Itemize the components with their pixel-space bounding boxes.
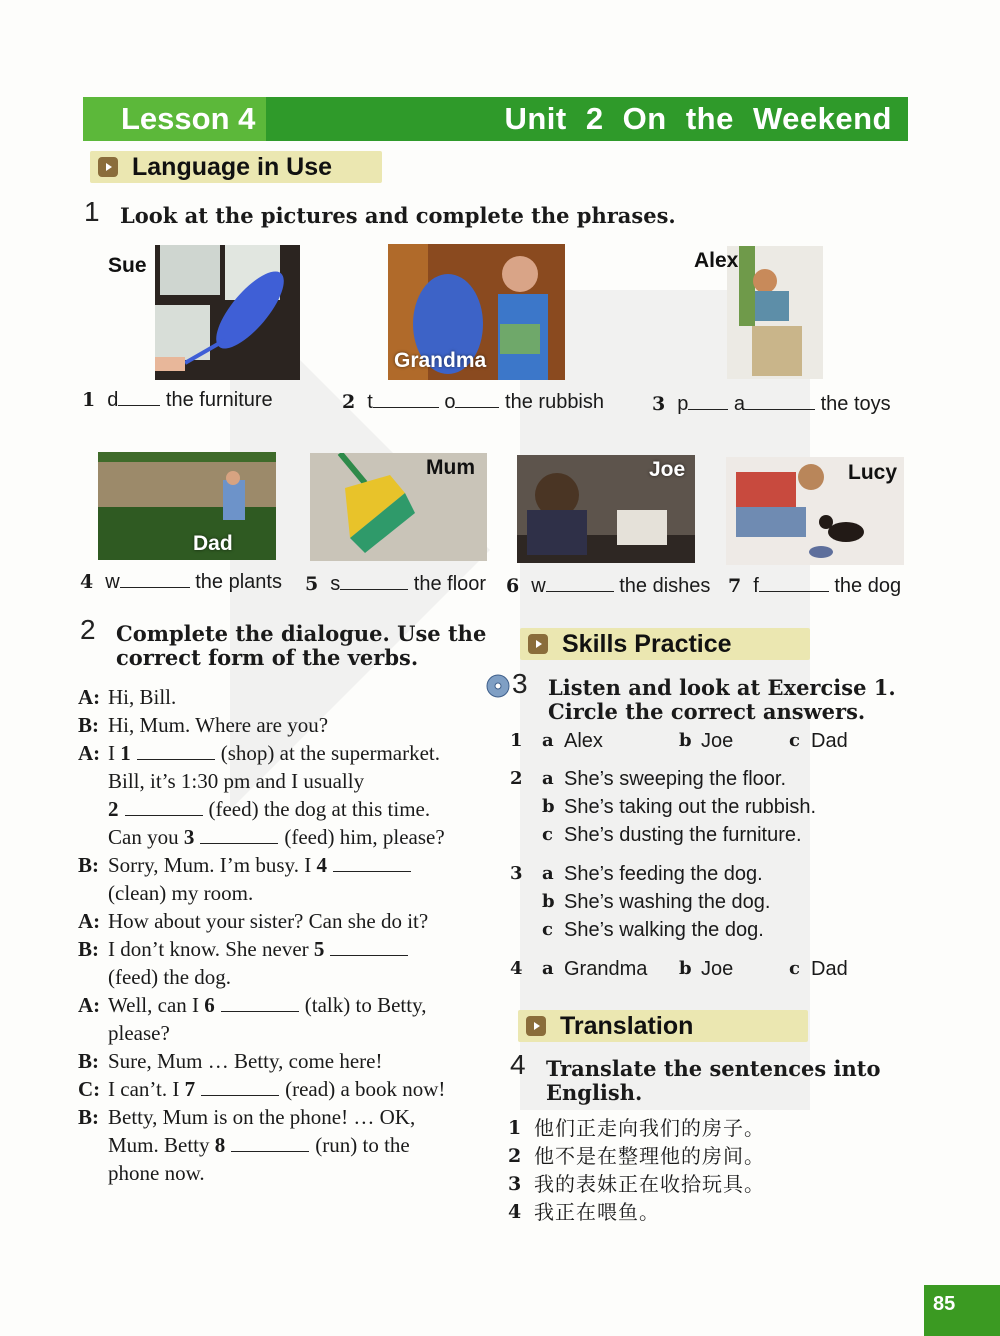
speaker-label: A: (78, 741, 101, 765)
option-letter: b (542, 796, 555, 817)
picture-name-sue: Sue (108, 254, 147, 277)
dialogue-line (78, 795, 498, 823)
dialogue-text (108, 1131, 410, 1159)
dialogue-text-before: How about your sister? Can she do it? (108, 909, 429, 933)
question-number: 4 (510, 958, 523, 979)
option-letter: b (679, 958, 692, 979)
dialogue-line (78, 711, 498, 739)
dialogue-text-before: Sure, Mum … Betty, come here! (108, 1049, 383, 1073)
translation-item (508, 1198, 765, 1226)
play-arrow-icon (528, 634, 548, 654)
picture-name-joe: Joe (649, 458, 686, 481)
picture-name-alex: Alex (694, 249, 739, 272)
dialogue-text-before: Betty, Mum is on the phone! … OK, (108, 1105, 416, 1129)
picture-name-lucy: Lucy (848, 461, 898, 484)
option-letter: b (542, 891, 555, 912)
toys-illustration (727, 246, 823, 379)
phrase-letter: o (444, 391, 456, 413)
option-text: She’s walking the dog. (564, 919, 764, 941)
blank-number: 4 (316, 853, 327, 877)
dialogue-text-before: I can’t. I (108, 1077, 185, 1101)
exercise-instruction: Look at the pictures and complete the phrases. (120, 203, 676, 228)
exercise-3-heading (512, 668, 896, 724)
dialogue-line (78, 1075, 498, 1103)
section-header-skills-practice (520, 628, 810, 660)
dialogue-line (78, 739, 498, 767)
picture-toys (727, 246, 823, 379)
option-letter: a (542, 863, 554, 884)
phrase-number: 5 (305, 573, 319, 595)
dialogue-text (108, 739, 440, 767)
dialogue-line (78, 1103, 498, 1131)
dialogue-text-before: (feed) the dog. (108, 965, 232, 989)
dialogue-text-after: (talk) to Betty, (304, 993, 427, 1017)
option-text: Joe (701, 958, 734, 980)
option-text: She’s feeding the dog. (564, 863, 763, 885)
answer-blank[interactable] (745, 409, 815, 410)
dialogue-line (78, 1047, 498, 1075)
dialogue-text-before: Hi, Bill. (108, 685, 177, 709)
sentence-number: 1 (508, 1117, 522, 1139)
answer-option[interactable] (679, 955, 789, 983)
question-number-spacer (510, 793, 542, 821)
section-title: Translation (560, 1011, 694, 1040)
option-text: Dad (811, 958, 848, 980)
option-text: Grandma (564, 958, 648, 980)
phrase-letter: a (733, 393, 746, 415)
dialogue-text (108, 823, 445, 851)
question-number: 3 (510, 863, 523, 884)
dialogue-text-before: Well, can I (108, 993, 205, 1017)
answer-blank[interactable] (118, 405, 160, 406)
phrase-text: the dishes (619, 575, 711, 597)
answer-option[interactable] (542, 793, 816, 821)
translation-item (508, 1114, 765, 1142)
phrase-text: the dog (834, 575, 902, 597)
lesson-banner (83, 97, 908, 141)
dialogue-text (108, 879, 253, 907)
answer-option[interactable] (679, 727, 789, 755)
dialogue-text (108, 851, 417, 879)
answer-option[interactable] (542, 727, 679, 755)
dialogue-text-before: phone now. (108, 1161, 205, 1185)
phrase-number: 3 (652, 393, 666, 415)
exercise-number: 2 (80, 614, 96, 645)
option-text: Dad (811, 730, 848, 752)
phrase-letter: f (753, 575, 759, 597)
question-number-spacer (510, 916, 542, 944)
dialogue-line (78, 991, 498, 1019)
dialogue-text-before: (clean) my room. (108, 881, 254, 905)
dialogue-text (108, 683, 176, 711)
answer-blank[interactable] (201, 1094, 279, 1096)
dialogue-text-before: I (108, 741, 121, 765)
speaker-label: B: (78, 937, 99, 961)
answer-blank[interactable] (200, 842, 278, 844)
dialogue-line (78, 935, 498, 963)
answer-option[interactable] (542, 888, 770, 916)
speaker-label: A: (78, 993, 101, 1017)
dialogue-text-after: (feed) the dog at this time. (208, 797, 431, 821)
phrase-5 (305, 573, 486, 596)
dialogue-line (78, 823, 498, 851)
chinese-sentence: 他不是在整理他的房间。 (534, 1144, 765, 1168)
option-letter: b (679, 730, 692, 751)
phrase-number: 6 (506, 575, 520, 597)
option-letter: c (542, 919, 553, 940)
dialogue-line (78, 963, 498, 991)
phrase-text: the rubbish (505, 391, 605, 413)
section-header-translation (518, 1010, 808, 1042)
answer-blank[interactable] (340, 589, 408, 590)
play-arrow-icon (526, 1016, 546, 1036)
exercise-number: 1 (84, 196, 100, 227)
speaker-label: B: (78, 1049, 99, 1073)
phrase-letter: p (677, 393, 689, 415)
dialogue-text (108, 991, 426, 1019)
question-1 (510, 727, 889, 755)
dialogue-text (108, 1047, 383, 1075)
blank-number: 2 (108, 797, 119, 821)
dialogue-text-before: please? (108, 1021, 170, 1045)
translation-item (508, 1170, 765, 1198)
speaker-label: C: (78, 1077, 101, 1101)
answer-blank[interactable] (688, 409, 728, 410)
unit-title: Unit 2 On the Weekend (504, 101, 892, 136)
chinese-sentence: 我正在喂鱼。 (534, 1200, 660, 1224)
phrase-letter: w (531, 575, 546, 597)
exercise-instruction-line-1: Translate the sentences into (546, 1056, 881, 1081)
dialogue-line (78, 1131, 498, 1159)
speaker-label: B: (78, 713, 99, 737)
exercise-1-heading (84, 196, 676, 228)
exercise-number: 4 (510, 1049, 526, 1080)
dialogue-line (78, 683, 498, 711)
dialogue-text-after: (feed) him, please? (284, 825, 445, 849)
answer-option[interactable] (542, 860, 763, 888)
dialogue-line (78, 767, 498, 795)
dialogue-text-after: (read) a book now! (285, 1077, 446, 1101)
picture-name-dad: Dad (193, 532, 233, 555)
option-letter: c (789, 958, 800, 979)
exercise-instruction-line-1: Complete the dialogue. Use the (116, 621, 487, 646)
answer-blank[interactable] (125, 814, 203, 816)
answer-blank[interactable] (455, 407, 499, 408)
phrase-text: the plants (195, 571, 282, 593)
dialogue-text (108, 1019, 170, 1047)
dialogue-line (78, 1019, 498, 1047)
dialogue-text (108, 963, 231, 991)
dialogue-text (108, 1075, 445, 1103)
phrase-number: 4 (80, 571, 94, 593)
speaker-label: B: (78, 853, 99, 877)
cd-audio-icon[interactable] (486, 674, 510, 698)
answer-option[interactable] (542, 916, 764, 944)
picture-name-mum: Mum (426, 456, 475, 479)
question-number: 2 (510, 768, 523, 789)
section-header-language-in-use (90, 151, 382, 183)
dialogue-text-before: I don’t know. She never (108, 937, 314, 961)
translation-sentences (508, 1114, 765, 1226)
dialogue-text-before: Sorry, Mum. I’m busy. I (108, 853, 317, 877)
dialogue-line (78, 907, 498, 935)
phrase-text: the furniture (165, 389, 273, 411)
phrase-text: the floor (413, 573, 487, 595)
dialogue-text-before: Hi, Mum. Where are you? (108, 713, 329, 737)
question-number-spacer (510, 888, 542, 916)
blank-number: 8 (214, 1133, 226, 1157)
answer-blank[interactable] (137, 758, 215, 760)
dialogue-line (78, 851, 498, 879)
question-3 (510, 860, 889, 944)
option-letter: a (542, 958, 554, 979)
dialogue (78, 683, 498, 1187)
answer-blank[interactable] (546, 591, 614, 592)
play-arrow-icon (98, 157, 118, 177)
speaker-label: B: (78, 1105, 99, 1129)
phrase-number: 2 (342, 391, 356, 413)
dialogue-text-after: (shop) at the supermarket. (220, 741, 441, 765)
dialogue-text-before: Mum. Betty (108, 1133, 215, 1157)
blank-number: 7 (184, 1077, 196, 1101)
phrase-number: 1 (82, 389, 96, 411)
phrase-letter: w (105, 571, 120, 593)
phrase-2 (342, 391, 604, 414)
phrase-7 (728, 575, 901, 598)
answer-blank[interactable] (333, 870, 411, 872)
option-text: She’s taking out the rubbish. (564, 796, 817, 818)
answer-option[interactable] (542, 765, 786, 793)
dialogue-text-before: Bill, it’s 1:30 pm and I usually (108, 769, 365, 793)
question-number: 1 (510, 730, 523, 751)
exercise-2-heading (80, 614, 487, 670)
phrase-6 (506, 575, 710, 598)
blank-number: 1 (120, 741, 131, 765)
page-number: 85 (924, 1285, 1000, 1336)
phrase-text: the toys (820, 393, 891, 415)
exercise-3-questions (510, 727, 889, 983)
answer-option[interactable] (542, 821, 802, 849)
phrase-number: 7 (728, 575, 742, 597)
dusting-illustration (155, 245, 300, 380)
chinese-sentence: 他们正走向我们的房子。 (534, 1116, 765, 1140)
blank-number: 6 (204, 993, 215, 1017)
option-text: She’s sweeping the floor. (564, 768, 787, 790)
speaker-label: A: (78, 685, 101, 709)
option-text: Alex (564, 730, 603, 752)
exercise-instruction-line-2: Circle the correct answers. (548, 699, 866, 724)
dialogue-text (108, 907, 428, 935)
speaker-label: A: (78, 909, 101, 933)
answer-blank[interactable] (120, 587, 190, 588)
question-2 (510, 765, 889, 849)
section-title: Skills Practice (562, 629, 732, 658)
answer-blank[interactable] (231, 1150, 309, 1152)
sentence-number: 2 (508, 1145, 522, 1167)
phrase-letter: d (107, 389, 119, 411)
exercise-instruction-line-2: correct form of the verbs. (116, 645, 419, 670)
phrase-1 (82, 389, 273, 412)
dialogue-line (78, 1159, 498, 1187)
option-letter: a (542, 730, 554, 751)
phrase-letter: t (367, 391, 373, 413)
exercise-4-heading (510, 1049, 881, 1105)
option-letter: c (789, 730, 800, 751)
answer-blank[interactable] (330, 954, 408, 956)
watering-illustration (98, 452, 276, 560)
answer-blank[interactable] (759, 591, 829, 592)
question-4 (510, 955, 889, 983)
answer-option[interactable] (789, 955, 889, 983)
exercise-instruction-line-2: English. (546, 1080, 643, 1105)
phrase-3 (652, 393, 891, 416)
exercise-number: 3 (512, 668, 528, 699)
option-text: She’s dusting the furniture. (564, 824, 802, 846)
picture-name-grandma: Grandma (394, 349, 487, 372)
question-number-spacer (510, 821, 542, 849)
phrase-4 (80, 571, 282, 594)
translation-item (508, 1142, 765, 1170)
dialogue-line (78, 879, 498, 907)
section-title: Language in Use (132, 152, 333, 181)
option-text: She’s washing the dog. (564, 891, 771, 913)
chinese-sentence: 我的表妹正在收拾玩具。 (534, 1172, 765, 1196)
option-letter: a (542, 768, 554, 789)
lesson-label: Lesson 4 (83, 97, 266, 141)
answer-option[interactable] (542, 955, 679, 983)
dialogue-text (108, 1159, 205, 1187)
blank-number: 5 (313, 937, 325, 961)
picture-watering (98, 452, 276, 560)
picture-dusting (155, 245, 300, 380)
dialogue-text (108, 935, 414, 963)
answer-blank[interactable] (373, 407, 439, 408)
phrase-letter: s (330, 573, 341, 595)
dialogue-text (108, 711, 328, 739)
option-letter: c (542, 824, 553, 845)
exercise-instruction-line-1: Listen and look at Exercise 1. (548, 675, 896, 700)
sentence-number: 3 (508, 1173, 522, 1195)
dialogue-text-after: (run) to the (315, 1133, 410, 1157)
answer-option[interactable] (789, 727, 889, 755)
sentence-number: 4 (508, 1201, 522, 1223)
dialogue-text (108, 767, 364, 795)
option-text: Joe (701, 730, 734, 752)
answer-blank[interactable] (221, 1010, 299, 1012)
blank-number: 3 (183, 825, 195, 849)
dialogue-text (108, 795, 430, 823)
dialogue-text (108, 1103, 415, 1131)
dialogue-text-before: Can you (108, 825, 184, 849)
